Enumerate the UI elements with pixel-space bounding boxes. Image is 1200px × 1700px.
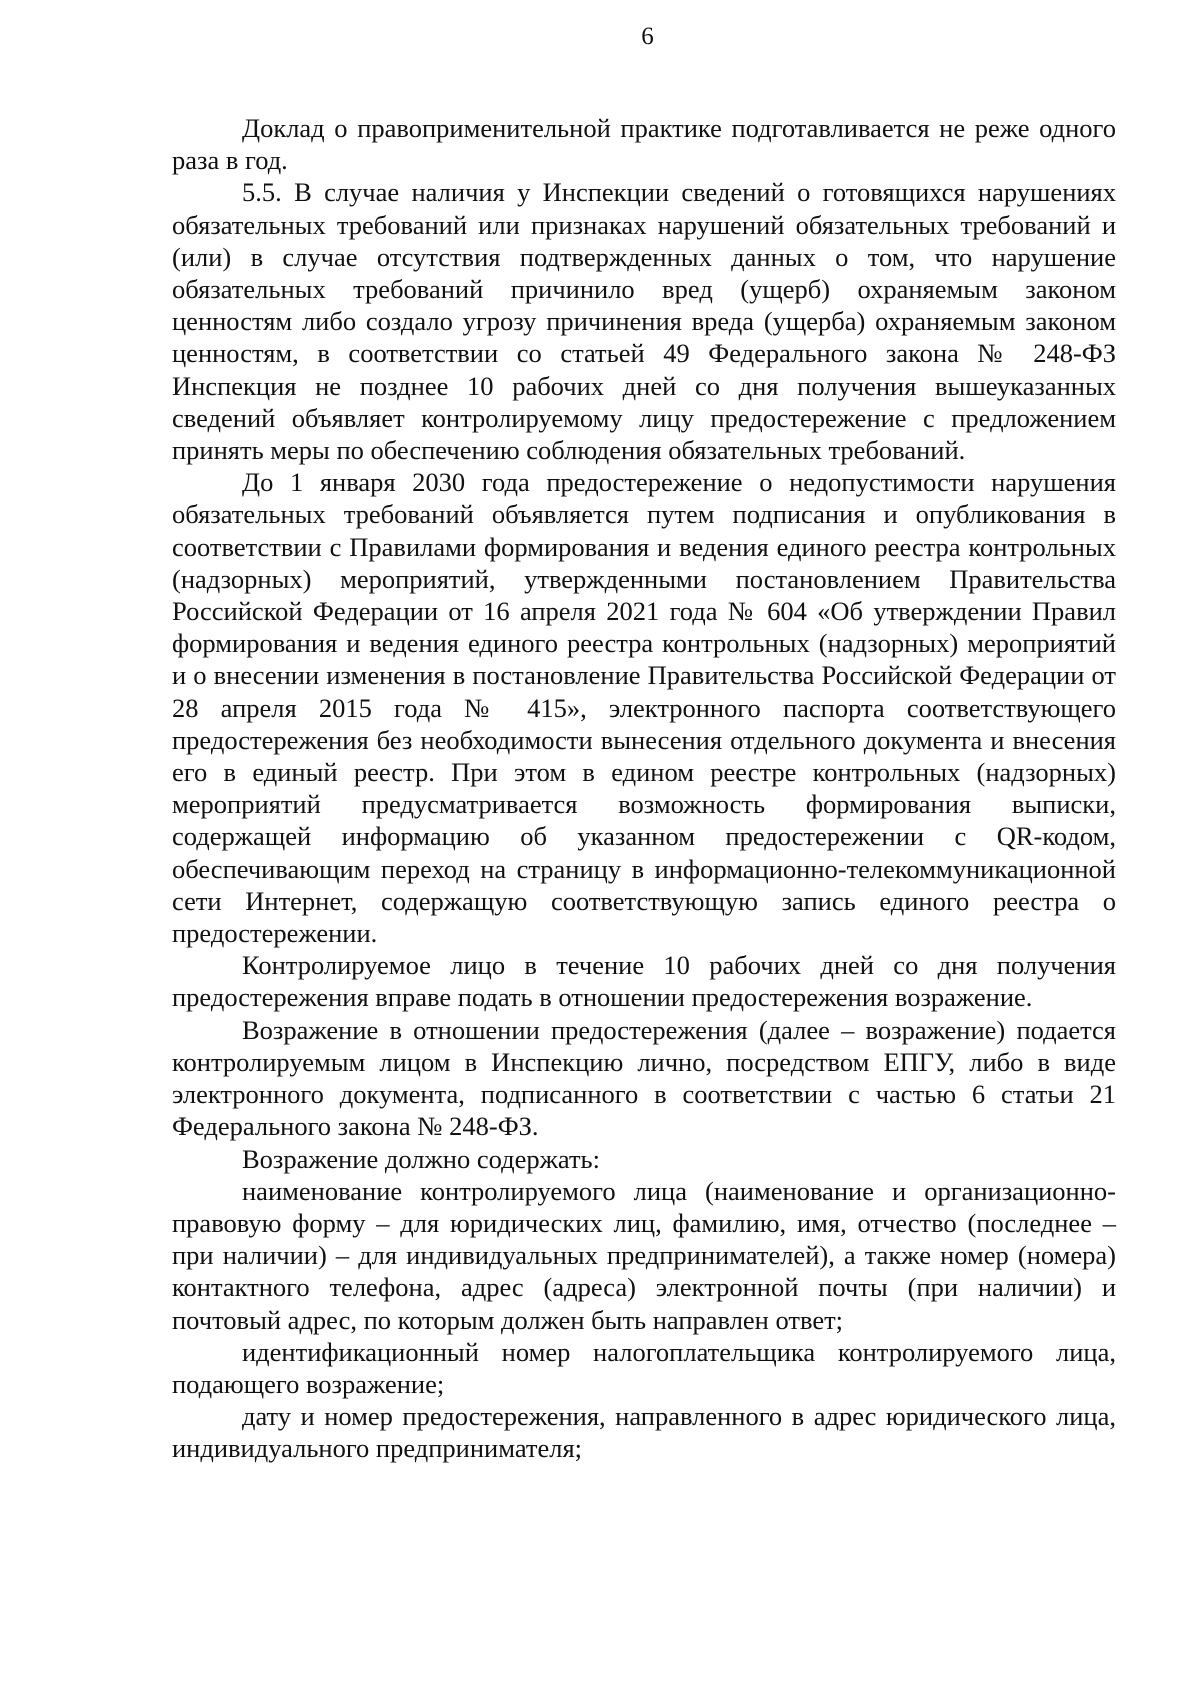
- page-number: 6: [641, 23, 654, 50]
- paragraph-5-5-warning: 5.5. В случае наличия у Инспекции сведений о готовящихся нарушениях обязательных требований или признаках нарушений обязательных требований и (или) в случае отсутствия подтвержденных данных о том, что нарушение обязательных требований причинило вред (ущерб) охраняемым законом ценностям либо создало угрозу причинения вреда (ущерба) охраняемым законом ценностям, в соответствии со статьей 49 Федерального закона № 248-ФЗ Инспекция не позднее 10 рабочих дней со дня получения вышеуказанных сведений объявляет контролируемому лицу предостережение с предложением принять меры по обеспечению соблюдения обязательных требований.: [172, 177, 1116, 466]
- list-item-taxpayer-id: идентификационный номер налогоплательщика контролируемого лица, подающего возражение;: [172, 1336, 1116, 1399]
- list-item-warning-date-number: дату и номер предостережения, направленного в адрес юридического лица, индивидуального предпринимателя;: [172, 1401, 1116, 1464]
- paragraph-report-frequency: Доклад о правоприменительной практике подготавливается не реже одного раза в год.: [172, 113, 1116, 176]
- paragraph-objection-deadline: Контролируемое лицо в течение 10 рабочих дней со дня получения предостережения вправе подать в отношении предостережения возражение.: [172, 950, 1116, 1013]
- paragraph-registry-publication: До 1 января 2030 года предостережение о недопустимости нарушения обязательных требований объявляется путем подписания и опубликования в соответствии с Правилами формирования и ведения единого реестра контрольных (надзорных) мероприятий, утвержденными постановлением Правительства Российской Федерации от 16 апреля 2021 года № 604 «Об утверждении Правил формирования и ведения единого реестра контрольных (надзорных) мероприятий и о внесении изменения в постановление Правительства Российской Федерации от 28 апреля 2015 года № 415», электронного паспорта соответствующего предостережения без необходимости вынесения отдельного документа и внесения его в единый реестр. При этом в едином реестре контрольных (надзорных) мероприятий предусматривается возможность формирования выписки, содержащей информацию об указанном предостережении с QR-кодом, обеспечивающим переход на страницу в информационно-телекоммуникационной сети Интернет, содержащую соответствующую запись единого реестра о предостережении.: [172, 467, 1116, 949]
- list-item-controlled-person-name: наименование контролируемого лица (наименование и организационно-правовую форму – для юридических лиц, фамилию, имя, отчество (последнее – при наличии) – для индивидуальных предпринимателей), а также номер (номера) контактного телефона, адрес (адреса) электронной почты (при наличии) и почтовый адрес, по которым должен быть направлен ответ;: [172, 1175, 1116, 1335]
- paragraph-objection-submission: Возражение в отношении предостережения (далее – возражение) подается контролируемым лицом в Инспекцию лично, посредством ЕПГУ, либо в виде электронного документа, подписанного в соответствии с частью 6 статьи 21 Федерального закона № 248-ФЗ.: [172, 1014, 1116, 1142]
- paragraph-objection-contents-intro: Возражение должно содержать:: [242, 1143, 601, 1174]
- document-body: [172, 112, 1116, 1465]
